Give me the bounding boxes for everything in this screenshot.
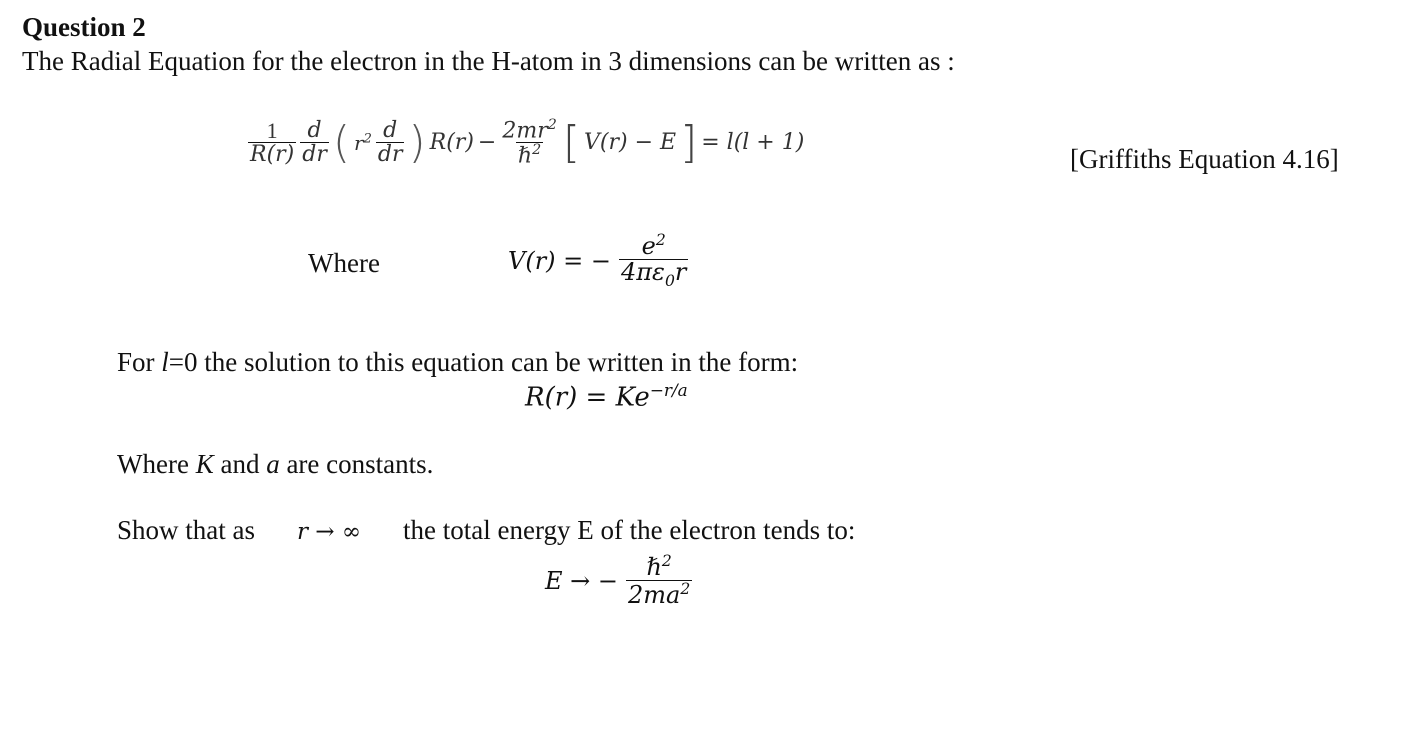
R-of-r: R(r) bbox=[429, 130, 474, 156]
show-rest: the total energy E of the electron tends to: bbox=[403, 515, 856, 545]
question-title: Question 2 bbox=[22, 12, 146, 42]
where-label: Where bbox=[308, 248, 380, 278]
right-paren: ) bbox=[408, 116, 426, 168]
equation-rhs: = l(l + 1) bbox=[701, 130, 805, 156]
show-prefix: Show that as bbox=[117, 515, 255, 545]
fraction-d-dr: $\frac{d}{dr}$ bbox=[302, 118, 327, 168]
left-bracket: [ bbox=[562, 116, 580, 168]
fraction-one-over-R: $\frac{1}{R(r)}$ bbox=[250, 118, 295, 168]
bracket-content: V(r) − E bbox=[584, 130, 677, 156]
fraction-d-dr-inner: $\frac{d}{dr}$ bbox=[377, 118, 403, 168]
limit-r-infinity: r → ∞ bbox=[297, 519, 362, 545]
right-bracket: ] bbox=[680, 116, 698, 168]
energy-limit-equation bbox=[545, 553, 692, 608]
griffiths-reference: [Griffiths Equation 4.16] bbox=[1070, 144, 1339, 174]
r-squared: $r^2$ bbox=[354, 130, 372, 155]
fraction-2mr2-hbar2: $\frac{2mr^2}{\hbar^2}$ bbox=[502, 117, 557, 169]
radial-equation bbox=[248, 118, 804, 168]
constants-note: Where K and a are constants. bbox=[117, 449, 434, 479]
potential-equation bbox=[508, 232, 688, 289]
solution-equation: $R(r) = Ke^{-r/a}$ bbox=[525, 380, 688, 413]
left-paren: ( bbox=[332, 116, 351, 168]
question-intro: The Radial Equation for the electron in the H-atom in 3 dimensions can be written as : bbox=[22, 46, 955, 76]
fraction-coulomb: $\frac{e^2}{4\pi\varepsilon_0r}$ bbox=[621, 231, 687, 290]
potential-lhs: V(r) = − bbox=[508, 246, 612, 275]
energy-lhs: E → − bbox=[545, 566, 618, 595]
fraction-hbar2-2ma2: $\frac{\hbar^2}{2ma^2}$ bbox=[628, 552, 691, 610]
minus-sign: − bbox=[477, 130, 497, 156]
solution-intro: For l=0 the solution to this equation can be written in the form: bbox=[117, 347, 799, 377]
